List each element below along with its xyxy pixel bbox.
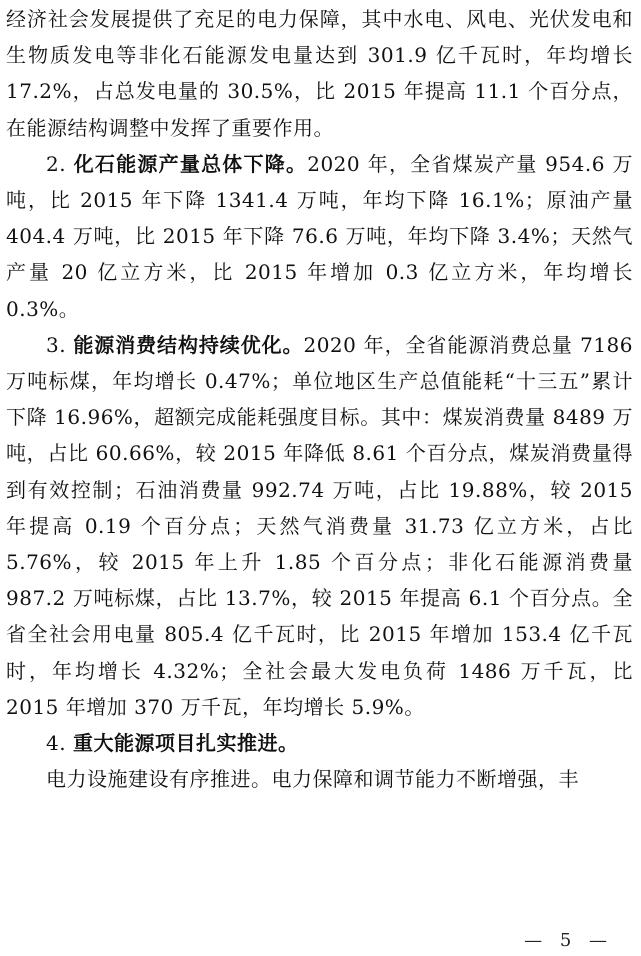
- paragraph-energy-consumption: [6, 327, 633, 725]
- paragraph-power-supply: 经济社会发展提供了充足的电力保障，其中水电、风电、光伏发电和生物质发电等非化石能源发电量达到 301.9 亿千瓦时，年均增长 17.2%，占总发电量的 30.5%，比 2015 年提高 11.1 个百分点，在能源结构调整中发挥了重要作用。: [6, 7, 633, 140]
- section-body-3: 2020 年，全省能源消费总量 7186 万吨标煤，年均增长 0.47%；单位地区生产总值能耗“十三五”累计下降 16.96%，超额完成能耗强度目标。其中：煤炭消费量 8489 万吨，占比 60.66%，较 2015 年降低 8.61 个百分点，煤炭消费量得到有效控制；石油消费量 992.74 万吨，占比 19.88%，较 2015 年提高 0.19 个百分点；天然气消费量 31.73 亿立方米，占比 5.76%，较 2015 年上升 1.85 个百分点；非化石能源消费量 987.2 万吨标煤，占比 13.7%，较 2015 年提高 6.1 个百分点。全省全社会用电量 805.4 亿千瓦时，比 2015 年增加 153.4 亿千瓦时，年均增长 4.32%；全社会最大发电负荷 1486 万千瓦，比 2015 年增加 370 万千瓦，年均增长 5.9%。: [6, 332, 634, 719]
- paragraph-power-facilities: 电力设施建设有序推进。电力保障和调节能力不断增强，丰: [46, 767, 579, 792]
- section-number-2: 2.: [46, 151, 67, 176]
- paragraph-fossil-production: [6, 146, 633, 327]
- section-body-2: 2020 年，全省煤炭产量 954.6 万吨，比 2015 年下降 1341.4 万吨，年均下降 16.1%；原油产量 404.4 万吨，比 2015 年下降 76.6 万吨，年均下降 3.4%；天然气产量 20 亿立方米，比 2015 年增加 0.3 亿立方米，年均增长 0.3%。: [6, 151, 634, 321]
- section-heading-3: 能源消费结构持续优化。: [73, 332, 304, 357]
- page-number: — 5 —: [524, 930, 613, 951]
- document-body: [6, 0, 633, 797]
- section-number-3: 3.: [46, 332, 67, 357]
- section-heading-4: 重大能源项目扎实推进。: [72, 731, 299, 756]
- section-heading-2: 化石能源产量总体下降。: [73, 151, 308, 176]
- paragraph-major-projects: [6, 725, 633, 761]
- section-number-4: 4.: [46, 731, 67, 756]
